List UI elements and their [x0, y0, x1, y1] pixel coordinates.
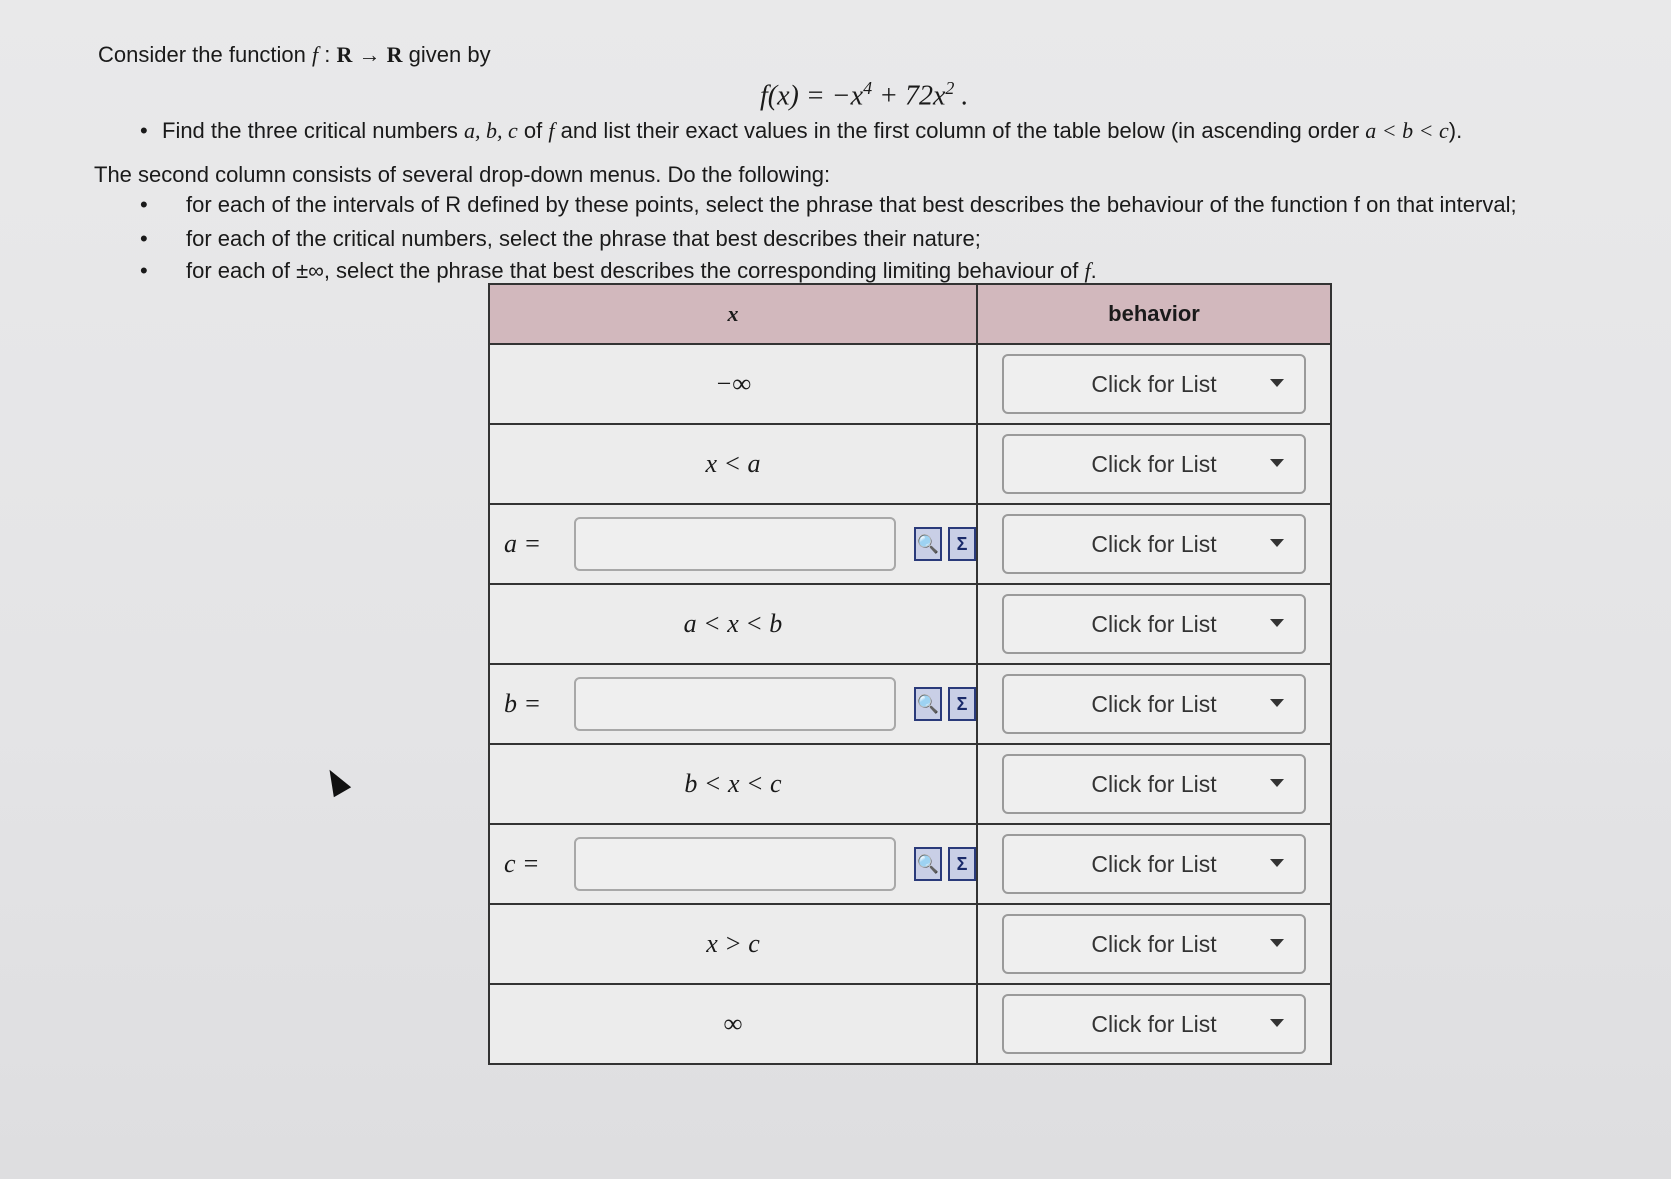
- bullet1-order: a < b < c: [1365, 118, 1449, 143]
- table-row: [489, 984, 1331, 1064]
- label-b: b =: [504, 689, 542, 718]
- sub-bullet-3-end: .: [1090, 258, 1097, 283]
- row-c-input-cell: [489, 824, 977, 904]
- sub-bullet-3-f: f: [1084, 258, 1091, 283]
- preview-icon[interactable]: 🔍: [914, 687, 942, 721]
- sub-bullet-dot: •: [140, 226, 148, 251]
- instruction-bullet-1: [140, 118, 1462, 144]
- behavior-dropdown-b[interactable]: [1002, 674, 1306, 734]
- row-x-less-a: x < a: [489, 424, 977, 504]
- behavior-cell: [977, 904, 1331, 984]
- row-b-x-c: b < x < c: [489, 744, 977, 824]
- sub-bullet-2-text: for each of the critical numbers, select the phrase that best describes their nature;: [186, 226, 981, 251]
- dropdown-label: Click for List: [1091, 450, 1217, 477]
- dropdown-label: Click for List: [1091, 610, 1217, 637]
- chevron-down-icon: [1270, 779, 1284, 787]
- table-row: [489, 824, 1331, 904]
- bullet1-text2: of: [517, 118, 549, 143]
- sub-bullet-limits: [140, 258, 1097, 284]
- dropdown-label: Click for List: [1091, 850, 1217, 877]
- chevron-down-icon: [1270, 539, 1284, 547]
- behavior-cell: [977, 984, 1331, 1064]
- row-x-infinity: ∞: [489, 984, 977, 1064]
- intro-domain: R: [336, 42, 353, 67]
- row-a-x-b: a < x < b: [489, 584, 977, 664]
- behavior-cell: [977, 824, 1331, 904]
- table-row: [489, 904, 1331, 984]
- second-column-instructions: The second column consists of several drop-down menus. Do the following:: [94, 162, 831, 187]
- preview-icon[interactable]: 🔍: [914, 847, 942, 881]
- dropdown-label: Click for List: [1091, 930, 1217, 957]
- behavior-cell: [977, 664, 1331, 744]
- dropdown-label: Click for List: [1091, 1010, 1217, 1037]
- chevron-down-icon: [1270, 859, 1284, 867]
- chevron-down-icon: [1270, 939, 1284, 947]
- bullet1-text4: ).: [1448, 118, 1463, 143]
- bullet1-vars: a, b, c: [464, 118, 518, 143]
- sub-bullet-1-text: for each of the intervals of R defined by these points, select the phrase that best describes the behaviour of the function f on that interval;: [186, 192, 1517, 217]
- table-header-row: [489, 284, 1331, 344]
- intro-suffix: given by: [402, 42, 491, 67]
- formula-lhs: f(x) = −x: [760, 80, 864, 112]
- behavior-cell: [977, 584, 1331, 664]
- table-row: [489, 424, 1331, 504]
- table-row: [489, 664, 1331, 744]
- behavior-dropdown-x-greater-c[interactable]: [1002, 914, 1306, 974]
- label-c: c =: [504, 849, 540, 878]
- behavior-table: [488, 283, 1332, 1065]
- mouse-cursor-icon: [321, 765, 351, 798]
- function-formula: [760, 78, 968, 112]
- sub-bullet-dot: •: [140, 258, 148, 283]
- preview-icon[interactable]: 🔍: [914, 527, 942, 561]
- behavior-cell: [977, 424, 1331, 504]
- behavior-dropdown-neg-infinity[interactable]: [1002, 354, 1306, 414]
- label-a: a =: [504, 529, 542, 558]
- behavior-dropdown-infinity[interactable]: [1002, 994, 1306, 1054]
- table-row: [489, 344, 1331, 424]
- chevron-down-icon: [1270, 619, 1284, 627]
- table-row: [489, 584, 1331, 664]
- table-row: [489, 504, 1331, 584]
- intro-text: [98, 42, 491, 68]
- bullet1-text1: Find the three critical numbers: [162, 118, 465, 143]
- b-input[interactable]: [574, 677, 896, 731]
- formula-mid: + 72x: [872, 80, 946, 112]
- bullet1-f: f: [548, 118, 555, 143]
- bullet1-text3: and list their exact values in the first column of the table below (in ascending order: [554, 118, 1366, 143]
- chevron-down-icon: [1270, 1019, 1284, 1027]
- row-b-input-cell: [489, 664, 977, 744]
- dropdown-label: Click for List: [1091, 530, 1217, 557]
- row-x-greater-c: x > c: [489, 904, 977, 984]
- a-input[interactable]: [574, 517, 896, 571]
- intro-f: f: [312, 42, 319, 67]
- chevron-down-icon: [1270, 459, 1284, 467]
- dropdown-label: Click for List: [1091, 690, 1217, 717]
- behavior-dropdown-a[interactable]: [1002, 514, 1306, 574]
- sub-bullet-dot: •: [140, 192, 148, 217]
- chevron-down-icon: [1270, 699, 1284, 707]
- sub-bullet-critical: [140, 226, 981, 252]
- intro-colon: :: [318, 42, 337, 67]
- table-row: [489, 744, 1331, 824]
- sub-bullet-intervals: [140, 192, 1517, 218]
- sigma-icon[interactable]: Σ: [948, 847, 976, 881]
- sub-bullet-3-text: for each of ±∞, select the phrase that best describes the corresponding limiting behaviour of: [186, 258, 1085, 283]
- dropdown-label: Click for List: [1091, 370, 1217, 397]
- behavior-dropdown-c[interactable]: [1002, 834, 1306, 894]
- header-x: x: [489, 284, 977, 344]
- intro-codomain: R: [386, 42, 403, 67]
- behavior-dropdown-b-x-c[interactable]: [1002, 754, 1306, 814]
- behavior-cell: [977, 504, 1331, 584]
- behavior-cell: [977, 344, 1331, 424]
- sigma-icon[interactable]: Σ: [948, 687, 976, 721]
- behavior-cell: [977, 744, 1331, 824]
- sigma-icon[interactable]: Σ: [948, 527, 976, 561]
- chevron-down-icon: [1270, 379, 1284, 387]
- formula-exp1: 4: [863, 78, 873, 98]
- formula-exp2: 2: [945, 78, 955, 98]
- intro-arrow: →: [352, 42, 387, 67]
- intro-prefix: Consider the function: [98, 42, 313, 67]
- behavior-dropdown-a-x-b[interactable]: [1002, 594, 1306, 654]
- c-input[interactable]: [574, 837, 896, 891]
- row-a-input-cell: [489, 504, 977, 584]
- formula-end: .: [954, 80, 969, 112]
- dropdown-label: Click for List: [1091, 770, 1217, 797]
- row-x-neg-infinity: −∞: [489, 344, 977, 424]
- bullet-dot: •: [140, 118, 148, 143]
- behavior-dropdown-x-less-a[interactable]: [1002, 434, 1306, 494]
- header-behavior: behavior: [977, 284, 1331, 344]
